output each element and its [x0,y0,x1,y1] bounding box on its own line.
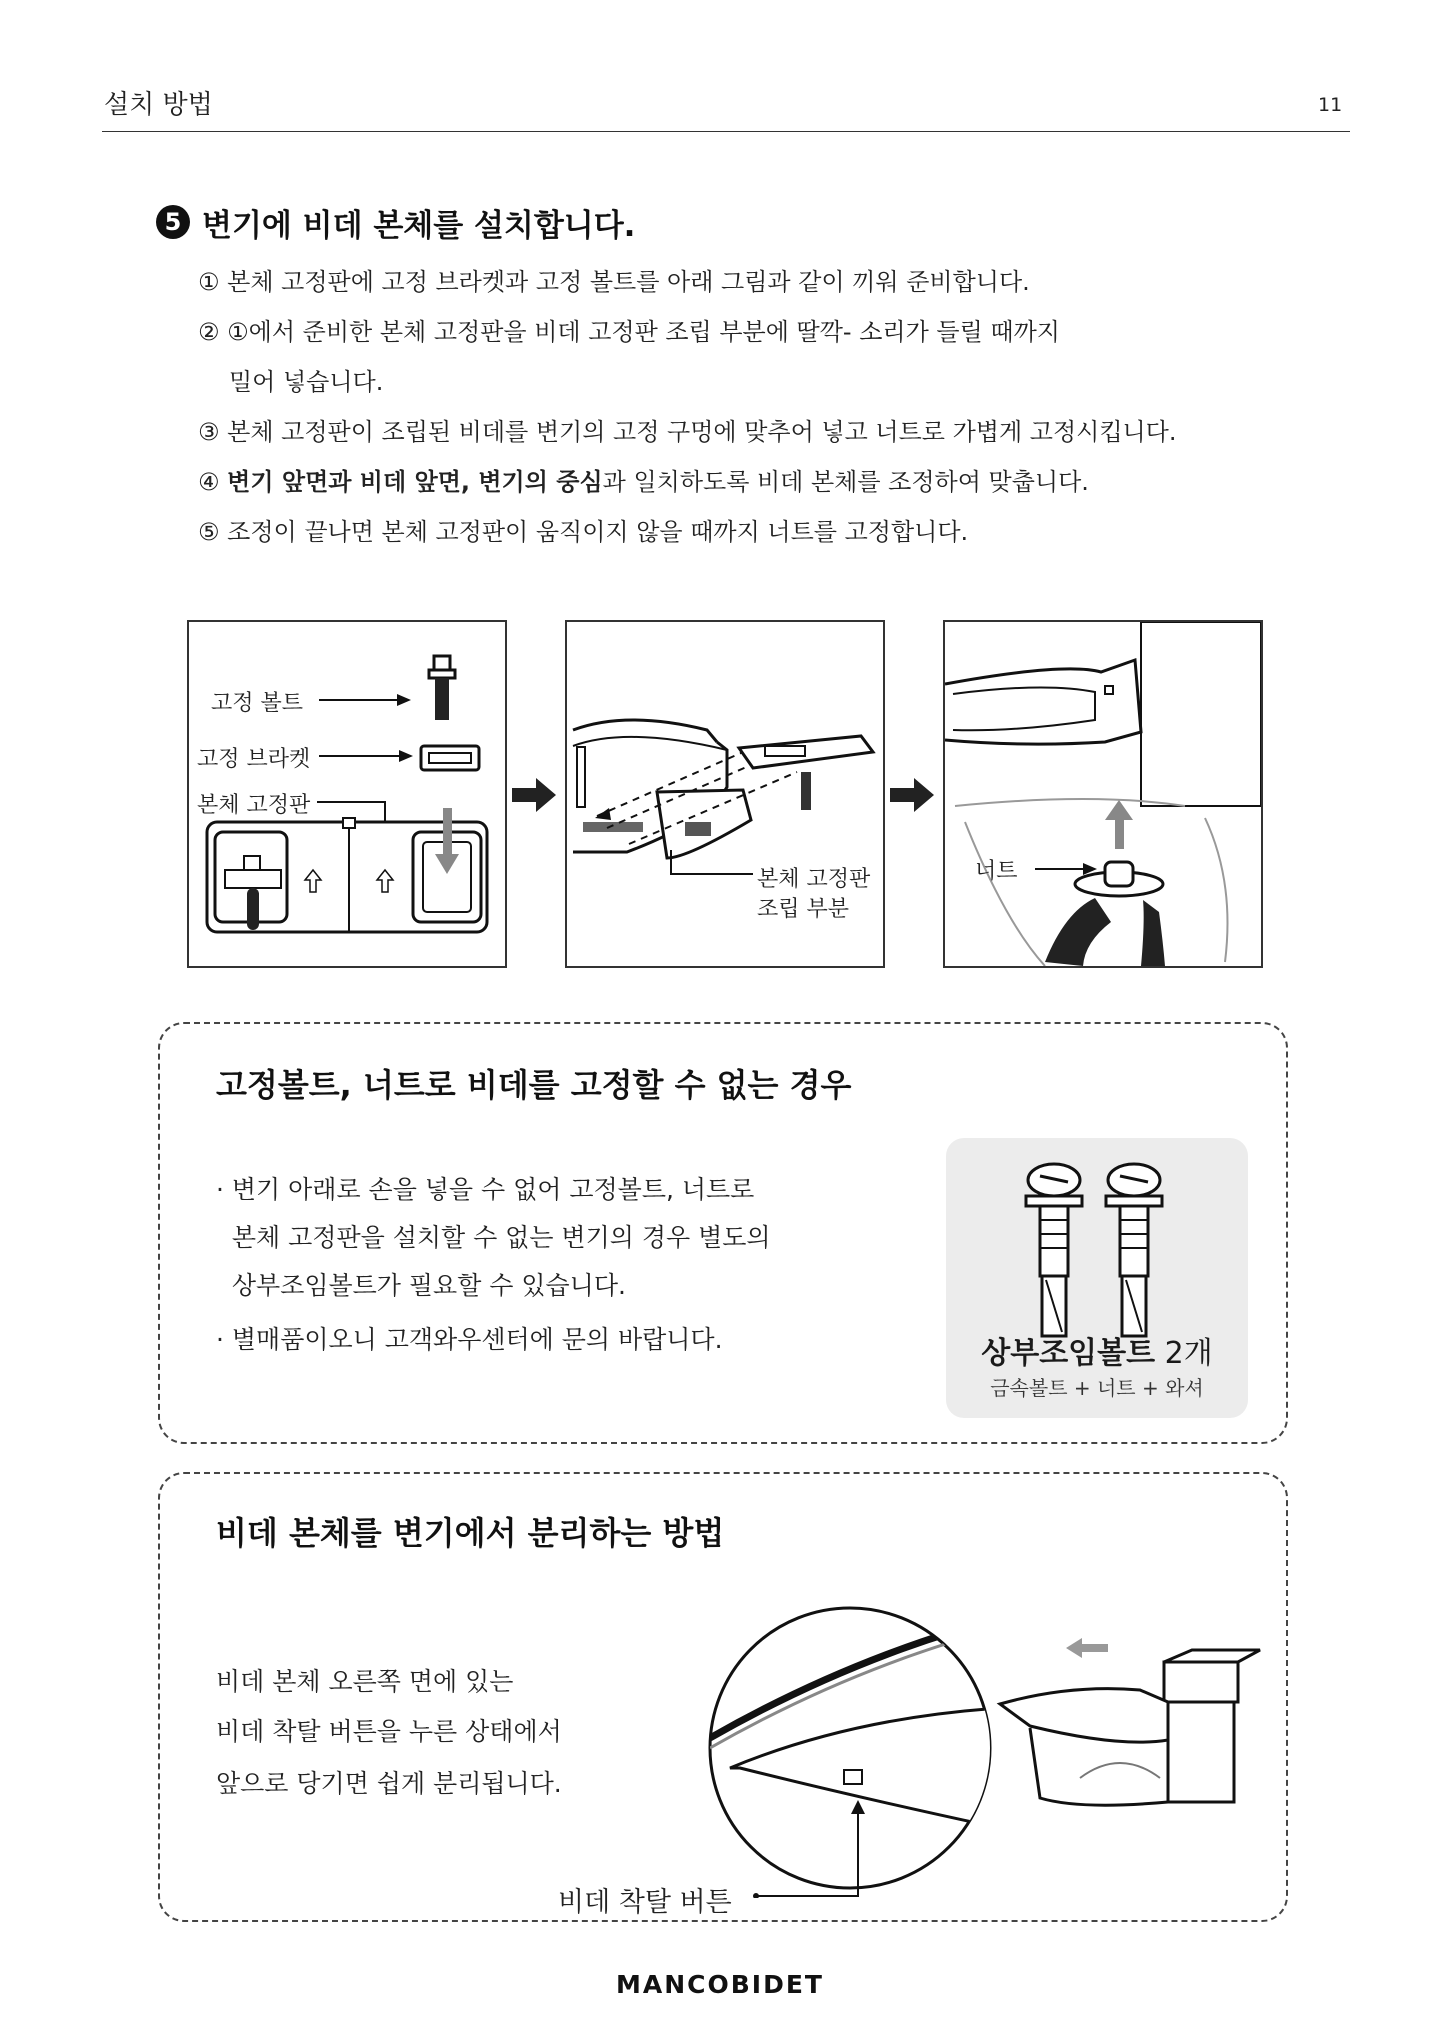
label-fixing-bolt: 고정 볼트 [211,691,304,716]
label-body-plate: 본체 고정판 [197,793,311,818]
step-number-badge: 5 [156,205,190,239]
product-name-row [946,1328,1248,1372]
next-step-arrow-2 [890,778,936,812]
remove-line-2: 비데 착탈 버튼을 누른 상태에서 [216,1717,562,1746]
toilet-drawing [1000,1638,1260,1805]
diagram-panel-parts [187,620,507,968]
diagram-panel-nut [943,620,1263,968]
label-assembly-part-1: 본체 고정판 [757,867,871,892]
detach-button-label: 비데 착탈 버튼 [558,1887,732,1918]
next-step-arrow-1 [512,778,558,812]
product-desc: 금속볼트 + 너트 + 와셔 [990,1376,1204,1400]
notice-title: 고정볼트, 너트로 비데를 고정할 수 없는 경우 [216,1066,852,1104]
remove-title: 비데 본체를 변기에서 분리하는 방법 [216,1514,725,1552]
label-nut: 너트 [975,859,1018,884]
product-count: 2개 [1164,1336,1213,1371]
page-number: 11 [1318,94,1343,116]
instruction-2: ② ①에서 준비한 본체 고정판을 비데 고정판 조립 부분에 딸깍- 소리가 들릴 때까지 [198,318,1060,346]
header-divider [102,131,1350,132]
instruction-4-bold: 변기 앞면과 비데 앞면, 변기의 중심 [227,468,603,496]
notice-line-2: 본체 고정판을 설치할 수 없는 변기의 경우 별도의 [216,1223,771,1252]
step-title: 변기에 비데 본체를 설치합니다. [202,208,636,244]
remove-line-3: 앞으로 당기면 쉽게 분리됩니다. [216,1769,562,1798]
fixing-bolt-drawing [429,656,455,720]
label-assembly-part-2: 조립 부분 [757,897,850,922]
instruction-5: ⑤ 조정이 끝나면 본체 고정판이 움직이지 않을 때까지 너트를 고정합니다. [198,518,969,546]
notice-line-1: · 변기 아래로 손을 넣을 수 없어 고정볼트, 너트로 [216,1175,755,1204]
remove-line-1: 비데 본체 오른쪽 면에 있는 [216,1667,514,1696]
nut-illustration [945,622,1261,966]
bolt-pair-illustration [1010,1160,1190,1350]
instruction-4-rest: 과 일치하도록 비데 본체를 조정하여 맞춥니다. [602,468,1089,496]
instruction-1: ① 본체 고정판에 고정 브라켓과 고정 볼트를 아래 그림과 같이 끼워 준비합니다. [198,268,1030,296]
instruction-3: ③ 본체 고정판이 조립된 비데를 변기의 고정 구멍에 맞추어 넣고 너트로 가볍게 고정시킵니다. [198,418,1177,446]
instruction-2-cont: 밀어 넣습니다. [229,368,384,396]
label-fixing-bracket: 고정 브라켓 [197,747,311,772]
instruction-4-prefix: ④ [198,468,228,496]
brand-logo: MANCOBIDET [616,1970,824,1999]
bolt-right [1106,1164,1162,1336]
section-title: 설치 방법 [104,90,213,120]
product-name: 상부조임볼트 [981,1336,1156,1371]
notice-line-3: 상부조임볼트가 필요할 수 있습니다. [216,1271,626,1300]
instruction-4 [198,462,1089,497]
bolt-left [1026,1164,1082,1336]
notice-line-4: · 별매품이오니 고객와우센터에 문의 바랍니다. [216,1325,723,1354]
product-card [946,1138,1248,1418]
diagram-panel-assembly [565,620,885,968]
remove-illustration [700,1598,1280,1898]
